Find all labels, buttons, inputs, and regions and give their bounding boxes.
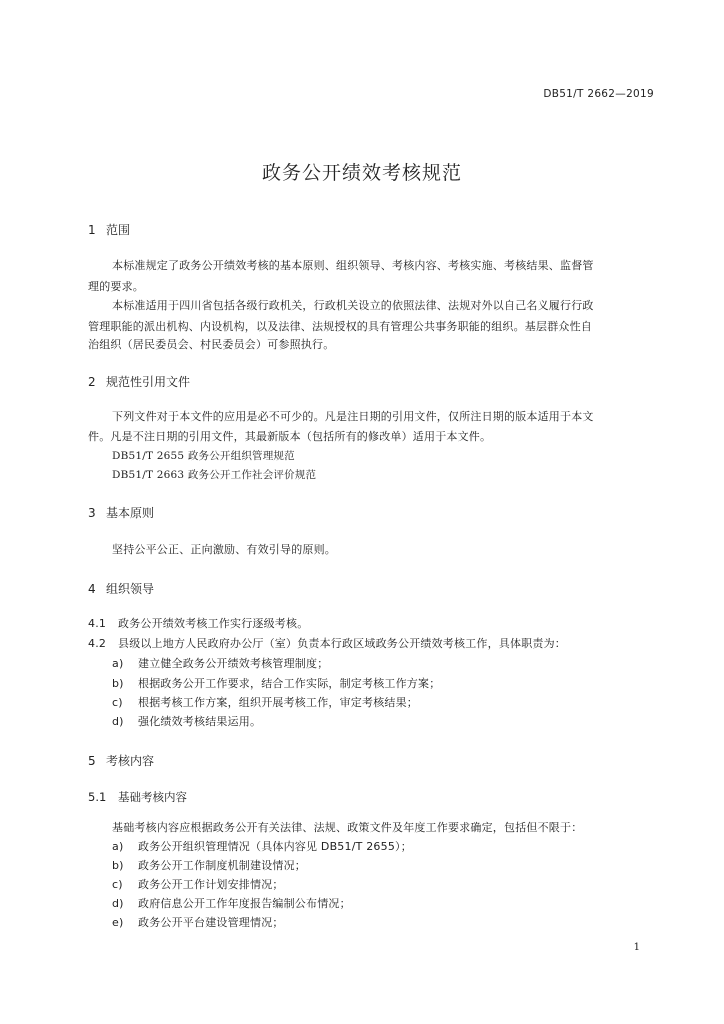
list-item [112,876,284,892]
list-item [112,694,418,710]
section-number: 3 [88,506,96,520]
normative-reference: DB51/T 2655 政务公开组织管理规范 [112,450,295,462]
section-1-heading [88,221,130,238]
paragraph-line: 管理职能的派出机构、内设机构，以及法律、法规授权的具有管理公共事务职能的组织。基层群众性自 [88,320,592,333]
list-item [112,895,351,911]
section-title: 规范性引用文件 [106,375,191,389]
paragraph-line: 治组织（居民委员会、村民委员会）可参照执行。 [88,338,335,351]
paragraph-line: 本标准适用于四川省包括各级行政机关，行政机关设立的依照法律、法规对外以自己名义履行行政 [112,299,594,312]
paragraph-line: 件。凡是不注日期的引用文件，其最新版本（包括所有的修改单）适用于本文件。 [88,430,492,443]
standard-code: DB51/T 2662—2019 [543,88,654,100]
list-item [112,857,306,873]
list-item-letter: b) [112,859,124,872]
paragraph-line: 坚持公平公正、正向激励、有效引导的原则。 [112,543,336,556]
list-item-letter: e) [112,916,124,929]
list-item [112,675,440,691]
list-item-letter: c) [112,696,123,709]
section-title: 范围 [106,223,131,237]
section-title: 基本原则 [106,506,155,520]
list-item-text: 政务公开工作制度机制建设情况； [138,859,306,872]
list-item [112,914,284,930]
section-4-heading [88,580,154,597]
list-item-text: 政务公开平台建设管理情况； [138,916,284,929]
list-item-text: 根据考核工作方案，组织开展考核工作，审定考核结果； [138,696,418,709]
section-3-heading [88,504,154,521]
section-number: 5 [88,754,96,768]
list-item-text: 政务公开工作计划安排情况； [138,878,284,891]
list-item-letter: c) [112,878,123,891]
list-item-text: 根据政务公开工作要求，结合工作实际，制定考核工作方案； [138,677,441,690]
clause-number: 4.1 [88,617,107,630]
clause-4-1 [88,615,308,631]
section-title: 考核内容 [106,754,155,768]
list-item-letter: a) [112,657,124,670]
list-item-text: 政府信息公开工作年度报告编制公布情况； [138,897,351,910]
clause-text: 县级以上地方人民政府办公厅（室）负责本行政区域政务公开绩效考核工作，具体职责为： [118,637,566,650]
section-5-heading [88,752,154,769]
list-item [112,713,261,729]
paragraph-line: 理的要求。 [88,280,144,293]
list-item-letter: d) [112,897,124,910]
list-item-text: 政务公开组织管理情况（具体内容见 DB51/T 2655）； [138,840,412,853]
paragraph-line: 下列文件对于本文件的应用是必不可少的。凡是注日期的引用文件，仅所注日期的版本适用于本文 [112,410,594,423]
list-item-letter: d) [112,715,124,728]
clause-title: 基础考核内容 [118,790,187,804]
section-title: 组织领导 [106,582,155,596]
clause-number: 5.1 [88,790,107,804]
list-item-text: 强化绩效考核结果运用。 [138,715,262,728]
normative-reference: DB51/T 2663 政务公开工作社会评价规范 [112,469,317,481]
clause-4-2 [88,635,566,651]
paragraph-line: 基础考核内容应根据政务公开有关法律、法规、政策文件及年度工作要求确定，包括但不限于： [112,821,583,834]
page-number: 1 [633,942,640,953]
clause-text: 政务公开绩效考核工作实行逐级考核。 [118,617,309,630]
clause-5-1-heading [88,789,187,805]
section-number: 2 [88,375,96,389]
list-item [112,655,328,671]
list-item [112,838,412,854]
list-item-letter: a) [112,840,124,853]
list-item-letter: b) [112,677,124,690]
paragraph-line: 本标准规定了政务公开绩效考核的基本原则、组织领导、考核内容、考核实施、考核结果、监督管 [112,259,594,272]
list-item-text: 建立健全政务公开绩效考核管理制度； [138,657,329,670]
document-title: 政务公开绩效考核规范 [261,162,462,184]
section-number: 1 [88,223,96,237]
section-2-heading [88,373,190,390]
clause-number: 4.2 [88,637,107,650]
section-number: 4 [88,582,96,596]
